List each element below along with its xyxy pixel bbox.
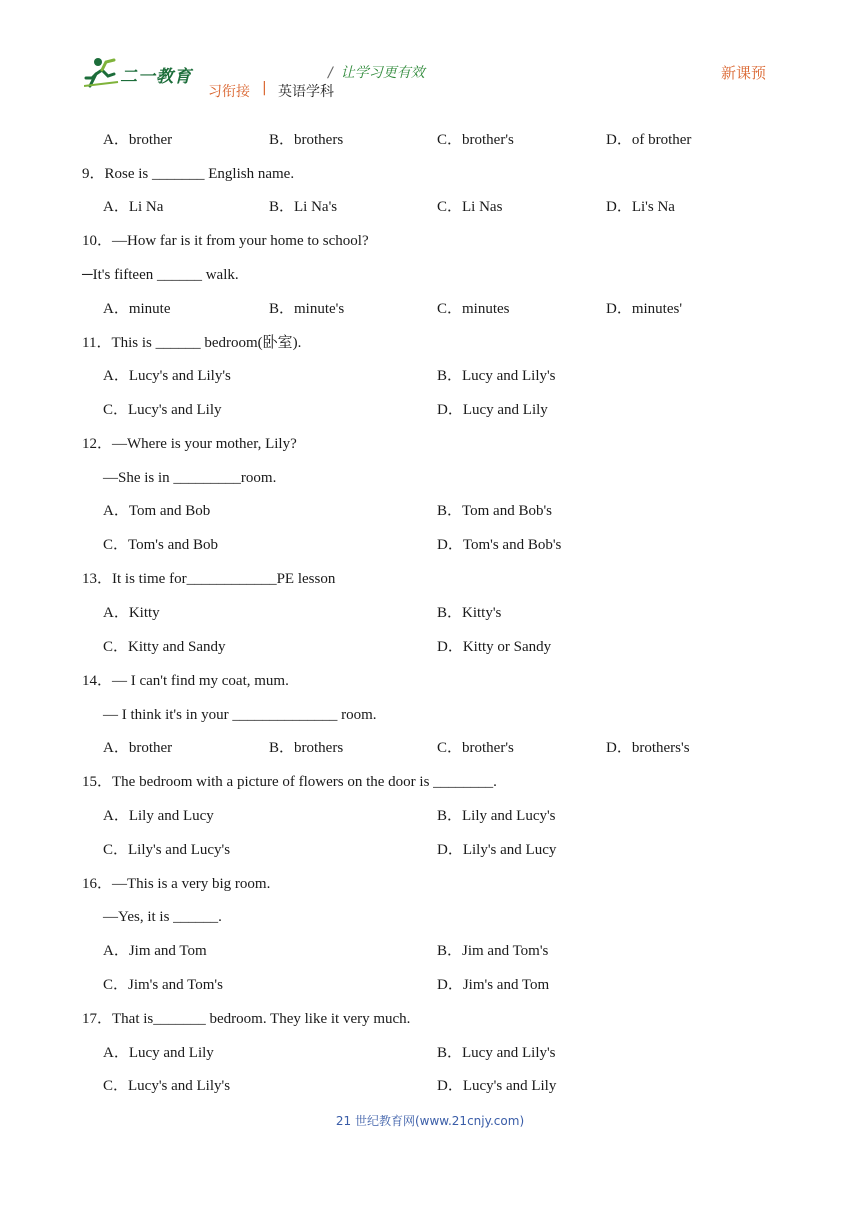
- question-text: 13．It is time for____________PE lesson: [82, 571, 336, 587]
- option-c: C．Li Nas: [437, 199, 503, 215]
- option-a: A．Kitty: [103, 605, 160, 621]
- option-c: C．brother's: [437, 740, 514, 756]
- slogan-slash: /: [328, 65, 333, 81]
- option-d: D．brothers's: [606, 740, 690, 756]
- question-answer-line: —She is in _________room.: [103, 470, 277, 486]
- question-text: 14．— I can't find my coat, mum.: [82, 673, 289, 689]
- option-c: C．minutes: [437, 301, 510, 317]
- option-d: D．Jim's and Tom: [437, 977, 550, 993]
- option-d: D．of brother: [606, 132, 692, 148]
- question-text: 9．Rose is _______ English name.: [82, 166, 295, 182]
- option-b: B．Li Na's: [269, 199, 338, 215]
- logo-text: 二一教育: [120, 67, 192, 87]
- option-b: B．Tom and Bob's: [437, 503, 552, 519]
- option-c: C．Jim's and Tom's: [103, 977, 223, 993]
- question-text: 16．—This is a very big room.: [82, 876, 271, 892]
- option-a: A．Lucy's and Lily's: [103, 368, 231, 384]
- option-c: C．Lucy's and Lily's: [103, 1078, 231, 1094]
- option-a: A．Li Na: [103, 199, 164, 215]
- option-d: D．Lucy and Lily: [437, 402, 548, 418]
- question-answer-line: — I think it's in your ______________ room.: [103, 707, 377, 723]
- option-b: B．brothers: [269, 132, 344, 148]
- option-a: A．Lily and Lucy: [103, 808, 214, 824]
- option-d: D．Tom's and Bob's: [437, 537, 562, 553]
- slogan: [328, 62, 425, 82]
- option-a: A．Lucy and Lily: [103, 1045, 214, 1061]
- option-d: D．Li's Na: [606, 199, 675, 215]
- option-d: D．Kitty or Sandy: [437, 639, 552, 655]
- option-c: C．Lily's and Lucy's: [103, 842, 231, 858]
- option-a: A．brother: [103, 132, 173, 148]
- logo: [84, 56, 194, 90]
- option-b: B．Kitty's: [437, 605, 502, 621]
- option-d: D．Lily's and Lucy: [437, 842, 557, 858]
- option-c: C．brother's: [437, 132, 514, 148]
- option-c: C．Lucy's and Lily: [103, 402, 222, 418]
- option-d: D．Lucy's and Lily: [437, 1078, 557, 1094]
- option-b: B．Lily and Lucy's: [437, 808, 556, 824]
- page-header: [0, 0, 860, 110]
- question-text: 10．—How far is it from your home to school?: [82, 233, 369, 249]
- option-b: B．Lucy and Lily's: [437, 1045, 556, 1061]
- option-a: A．minute: [103, 301, 171, 317]
- slogan-text: 让学习更有效: [340, 65, 425, 81]
- course-subtitle: 习衔接: [208, 84, 250, 100]
- option-b: B．Jim and Tom's: [437, 943, 549, 959]
- question-text: 11．This is ______ bedroom(卧室).: [82, 335, 302, 351]
- question-text: 17．That is_______ bedroom. They like it very much.: [82, 1011, 411, 1027]
- page-footer: 21 世纪教育网(www.21cnjy.com): [335, 1114, 525, 1128]
- option-c: C．Kitty and Sandy: [103, 639, 226, 655]
- question-answer-line: —Yes, it is ______.: [103, 909, 222, 925]
- option-b: B．brothers: [269, 740, 344, 756]
- question-answer-line: ─It's fifteen ______ walk.: [82, 267, 239, 283]
- option-c: C．Tom's and Bob: [103, 537, 218, 553]
- subject-label: 英语学科: [278, 84, 334, 100]
- header-separator: |: [262, 80, 267, 96]
- question-text: 12．—Where is your mother, Lily?: [82, 436, 297, 452]
- question-text: 15．The bedroom with a picture of flowers on the door is ________.: [82, 774, 497, 790]
- option-a: A．brother: [103, 740, 173, 756]
- option-d: D．minutes': [606, 301, 683, 317]
- option-a: A．Jim and Tom: [103, 943, 207, 959]
- option-b: B．Lucy and Lily's: [437, 368, 556, 384]
- option-a: A．Tom and Bob: [103, 503, 211, 519]
- course-tag: 新课预: [721, 64, 767, 82]
- option-b: B．minute's: [269, 301, 345, 317]
